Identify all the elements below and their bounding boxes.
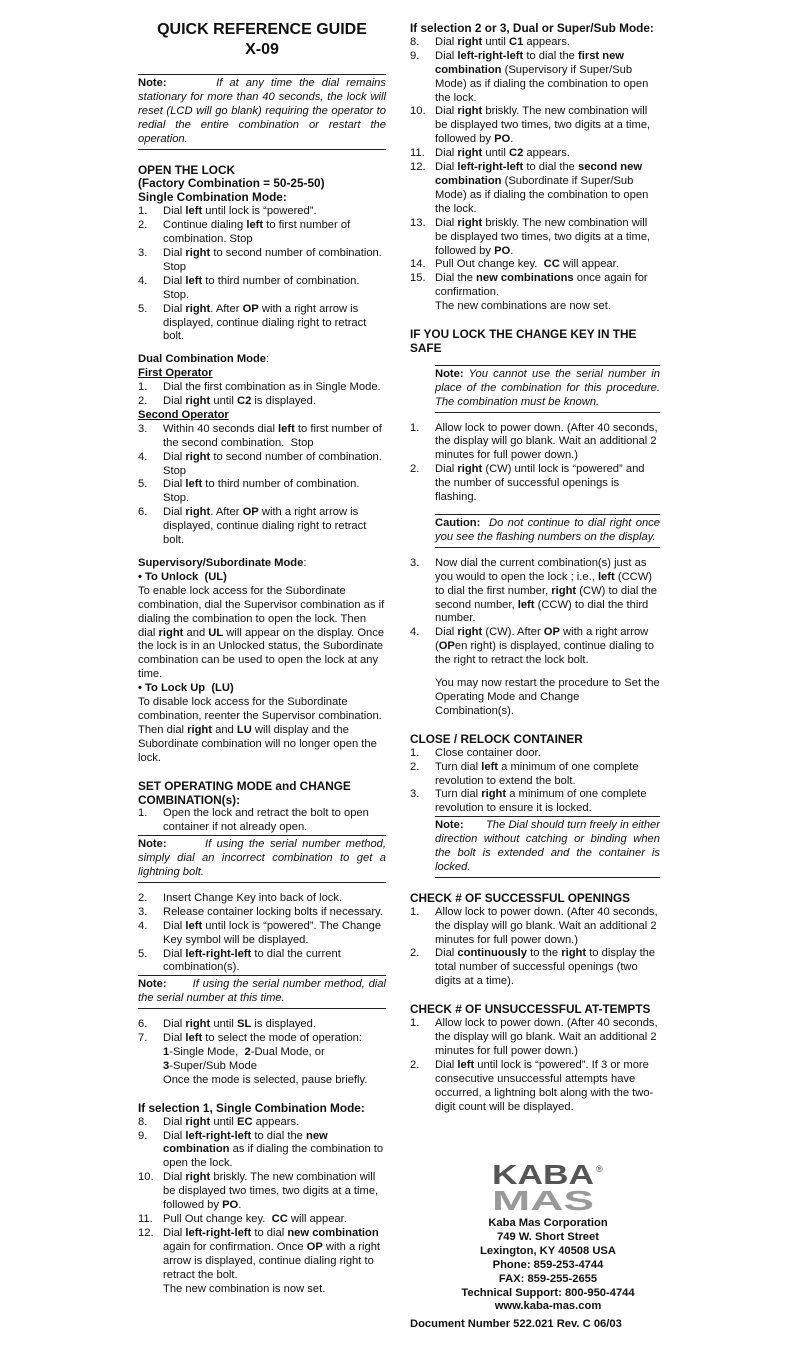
list-item [138,920,386,948]
list-item [410,36,660,50]
list-item [138,506,386,548]
list-item-text: Dial left-right-left to dial the current combination(s). [163,947,341,974]
spacer [410,548,660,557]
note-text: Note: If at any time the dial remains stationary for more than 40 seconds, the lock will reset (LCD will go blank) requiring the operator to redial the entire combination or restart the operation. [138,77,386,145]
spacer [138,150,386,164]
list-item [138,451,386,479]
list-item-number: 2. [138,219,148,232]
list-item [410,272,660,314]
list-item [138,906,386,920]
section-heading: CHECK # OF UNSUCCESSFUL AT-TEMPTS [410,1002,651,1017]
list-item-number: 3. [138,422,148,435]
paragraph: • To Unlock (UL) [138,570,227,583]
list-item-number: 5. [138,947,148,960]
list-item-number: 1. [410,421,420,434]
list-item-number: 5. [138,302,148,315]
list-item [138,948,386,976]
list-item-number: 9. [410,49,420,62]
spacer [410,668,660,677]
list-item-number: 15. [410,272,426,285]
list-item-text: Dial right until C2 is displayed. [163,395,316,408]
list-item-number: 7. [138,1032,148,1045]
list-item-text: Dial left until lock is “powered”. [163,205,317,218]
list-item-text: Dial right until SL is displayed. [163,1018,316,1031]
list-item [138,1171,386,1213]
list-item-number: 4. [410,626,420,639]
list-item-text: Dial the first combination as in Single Mode. [163,381,381,394]
list-item-text: Dial left to select the mode of operation: 1-Single Mode, 2-Dual Mode, or 3-Super/Sub Mode Once the mode is selected, pause briefly. [163,1032,368,1086]
list-item-text: Dial left until lock is “powered”. If 3 or more consecutive unsuccessful attempts have occurred, a lightning bolt along with the two-digit count will be displayed. [435,1058,654,1113]
section-heading: If selection 2 or 3, Dual or Super/Sub Mode: [410,21,654,35]
list-item-number: 12. [410,161,426,174]
list-item-number: 2. [410,463,420,476]
spacer [138,766,386,780]
list-item-number: 3. [138,905,148,918]
list-item-text: Close container door. [435,746,541,759]
guide-title: X-09 [245,41,279,58]
list-item [410,947,660,989]
list-item-text: Dial left until lock is “powered”. The Change Key symbol will be displayed. [163,919,382,946]
list-item-number: 10. [410,105,426,118]
list-item [410,422,660,464]
list-item-text: Allow lock to power down. (After 40 seconds, the display will go blank. Wait an additional 2 minutes for full power down.) [435,1017,658,1057]
list-item-number: 2. [410,947,420,960]
note-text: Caution: Do not continue to dial right once you see the flashing numbers on the display. [435,517,660,543]
list-item-number: 8. [138,1115,148,1128]
address-block [430,1217,666,1314]
spacer [138,1088,386,1102]
spacer [410,314,660,328]
list-item [138,892,386,906]
list-item-text: Dial right until EC appears. [163,1115,300,1128]
spacer [410,505,660,514]
logo-registered-mark: ® [596,1164,603,1174]
list-item [410,626,660,668]
list-item-text: Dial right (CW) until lock is “powered” and the number of successful openings is flashing. [435,463,645,504]
list-item [410,788,660,816]
note-text: Note: You cannot use the serial number in place of the combination for this procedure. The combination must be known. [435,367,660,408]
note-text: Note: If using the serial number method, simply dial an incorrect combination to get a lightning bolt. [138,838,386,879]
list-item [410,1059,660,1115]
list-item-number: 8. [410,35,420,48]
list-item-number: 3. [138,246,148,259]
list-item-text: Dial right. After OP with a right arrow is displayed, continue dialing right to retract bolt. [163,506,367,547]
list-item [138,478,386,506]
list-item [410,50,660,106]
list-item-number: 4. [138,274,148,287]
address-line: FAX: 859-255-2655 [498,1272,598,1285]
list-item [138,275,386,303]
list-item-number: 1. [410,905,420,918]
list-item-text: Dial right (CW). After OP with a right arrow (OPen right) is displayed, continue dialing to the right to retract the lock bolt. [435,626,654,667]
list-item [138,381,386,395]
list-item-number: 1. [410,746,420,759]
list-item-number: 11. [138,1212,153,1225]
list-item [138,1227,386,1297]
list-item-text: Dial right until C2 appears. [435,147,570,160]
paragraph: Dual Combination Mode: [138,353,270,366]
spacer [410,719,660,733]
list-item [138,807,386,835]
list-item-number: 2. [410,760,420,773]
note-text: Note: The Dial should turn freely in either direction without catching or binding when the bolt is extended and the container is locked. [435,819,660,873]
list-item-text: Pull Out change key. CC will appear. [163,1212,347,1225]
list-item [410,105,660,147]
list-item-text: Turn dial left a minimum of one complete revolution to extend the bolt. [435,760,639,787]
list-item-text: Allow lock to power down. (After 40 seconds, the display will go blank. Wait an additional 2 minutes for full power down.) [435,421,658,462]
section-heading: CLOSE / RELOCK CONTAINER [410,731,583,746]
spacer [410,878,660,892]
list-item [138,1116,386,1130]
list-item-number: 4. [138,450,148,463]
guide-title: QUICK REFERENCE GUIDE [157,21,367,38]
list-item [410,906,660,948]
list-item-number: 3. [410,556,420,569]
list-item-text: Dial left to third number of combination. Stop. [163,478,360,505]
document-number: Document Number 522.021 Rev. C 06/03 [410,1318,622,1330]
list-item-text: Dial right briskly. The new combination will be displayed two times, two digits at a time, followed by PO. [435,216,651,257]
list-item [410,463,660,505]
list-item-number: 3. [410,788,420,801]
list-item-text: Dial right to second number of combination. Stop [163,246,382,273]
list-item [138,423,386,451]
spacer [138,548,386,557]
spacer [138,60,386,74]
list-item-text: Dial continuously to the right to display the total number of successful openings (two digits at a time). [435,947,656,988]
list-item [138,1130,386,1172]
list-item [410,217,660,259]
spacer [410,413,660,422]
list-item-number: 1. [138,381,148,394]
left-column [138,20,386,1296]
list-item-text: Release container locking bolts if necessary. [163,905,383,918]
address-line: Phone: 859-253-4744 [492,1258,604,1271]
list-item [138,303,386,345]
spacer [138,1009,386,1018]
spacer [410,356,660,365]
right-column [410,22,660,1114]
list-item [138,219,386,247]
list-item-text: Open the lock and retract the bolt to open container if not already open. [163,807,369,834]
list-item-text: Dial left-right-left to dial the new combination as if dialing the combination to open the lock. [163,1129,384,1170]
list-item-text: Pull Out change key. CC will appear. [435,258,619,271]
list-item-text: Dial left-right-left to dial the first new combination (Supervisory if Super/Sub Mode) as if dialing the combination to open the lock. [435,49,649,104]
section-heading: CHECK # OF SUCCESSFUL OPENINGS [410,890,631,905]
list-item [138,247,386,275]
list-item-number: 1. [138,205,148,218]
list-item-text: Within 40 seconds dial left to first number of the second combination. Stop [163,422,382,449]
paragraph: To enable lock access for the Subordinate combination, dial the Supervisor combination as if dialing the combination to open the lock. Then dial right and UL will appear on the display. Once the lock is in an Unlocked status, the Subordinate combination can be used to open the lock at any time. [138,584,385,681]
list-item-number: 1. [138,807,148,820]
list-item [138,395,386,409]
list-item [138,205,386,219]
address-line: Kaba Mas Corporation [488,1217,608,1229]
list-item [410,761,660,789]
list-item [410,161,660,217]
list-item-text: Turn dial right a minimum of one complete revolution to ensure it is locked. [435,788,647,815]
list-item-number: 9. [138,1129,148,1142]
kaba-mas-logo [488,1160,608,1212]
list-item-number: 6. [138,1018,148,1031]
list-item [410,557,660,627]
spacer [410,989,660,1003]
section-heading: If selection 1, Single Combination Mode: [138,1100,365,1115]
list-item-number: 2. [410,1058,420,1071]
list-item [138,1018,386,1032]
footer [430,1160,666,1314]
subheading: First Operator [138,367,213,380]
list-item-text: Dial right until C1 appears. [435,35,570,48]
list-item-text: Dial left to third number of combination. Stop. [163,274,360,301]
list-item-text: Dial left-right-left to dial the second new combination (Subordinate if Super/Sub Mode) as if dialing the combination to open the lock. [435,161,649,215]
list-item-number: 12. [138,1226,154,1239]
list-item-text: Dial the new combinations once again for confirmation. The new combinations are now set. [435,272,648,313]
list-item [138,1213,386,1227]
list-item [410,147,660,161]
list-item-text: Dial right briskly. The new combination will be displayed two times, two digits at a time, followed by PO. [435,105,651,146]
section-heading: IF YOU LOCK THE CHANGE KEY IN THE SAFE [410,327,637,355]
list-item-number: 2. [138,891,148,904]
list-item-text: Insert Change Key into back of lock. [163,891,343,904]
subheading: Second Operator [138,408,229,421]
paragraph: You may now restart the procedure to Set the Operating Mode and Change Combination(s). [435,677,660,717]
note-text: Note: If using the serial number method, dial the serial number at this time. [138,978,386,1005]
address-line: Lexington, KY 40508 USA [480,1244,616,1257]
list-item-text: Dial left-right-left to dial new combination again for confirmation. Once OP with a right arrow is displayed, continue dialing right to retract the bolt. The new combination is now set. [163,1226,381,1295]
list-item-number: 6. [138,506,148,519]
list-item [410,1017,660,1059]
list-item-text: Dial right to second number of combination. Stop [163,450,382,477]
list-item [138,1032,386,1088]
list-item [410,747,660,761]
section-heading: OPEN THE LOCK [138,162,236,177]
section-heading: Single Combination Mode: [138,190,287,205]
list-item-text: Allow lock to power down. (After 40 seconds, the display will go blank. Wait an additional 2 minutes for full power down.) [435,905,658,946]
list-item-text: Continue dialing left to first number of combination. Stop [163,219,351,246]
list-item-number: 11. [410,147,425,160]
list-item-number: 10. [138,1171,154,1184]
paragraph: • To Lock Up (LU) [138,682,234,695]
section-heading: SET OPERATING MODE and CHANGE COMBINATION(s): [138,778,351,807]
spacer [138,344,386,353]
logo-word-mas: MAS [492,1185,594,1212]
section-heading: (Factory Combination = 50-25-50) [138,176,325,191]
list-item-number: 4. [138,919,148,932]
address-line: 749 W. Short Street [497,1230,599,1243]
list-item [410,258,660,272]
paragraph: Supervisory/Subordinate Mode: [138,557,307,569]
spacer [138,883,386,892]
list-item-number: 2. [138,395,148,408]
list-item-number: 1. [410,1017,420,1030]
list-item-text: Now dial the current combination(s) just as you would to open the lock ; i.e., left (CCW) to dial the first number, right (CW) to dial the second number, left (CCW) to dial the third number. [435,556,657,625]
address-line: Technical Support: 800-950-4744 [461,1286,635,1299]
list-item-number: 5. [138,478,148,491]
list-item-text: Dial right. After OP with a right arrow is displayed, continue dialing right to retract bolt. [163,302,367,343]
logo-word-kaba: KABA [492,1160,594,1190]
list-item-number: 13. [410,216,426,229]
paragraph: To disable lock access for the Subordinate combination, reenter the Supervisor combination. Then dial right and LU will display and the Subordinate combination will no longer open the lock. [138,696,382,764]
list-item-text: Dial right briskly. The new combination will be displayed two times, two digits at a time, followed by PO. [163,1171,379,1212]
list-item-number: 14. [410,258,426,271]
address-line: www.kaba-mas.com [494,1300,602,1313]
